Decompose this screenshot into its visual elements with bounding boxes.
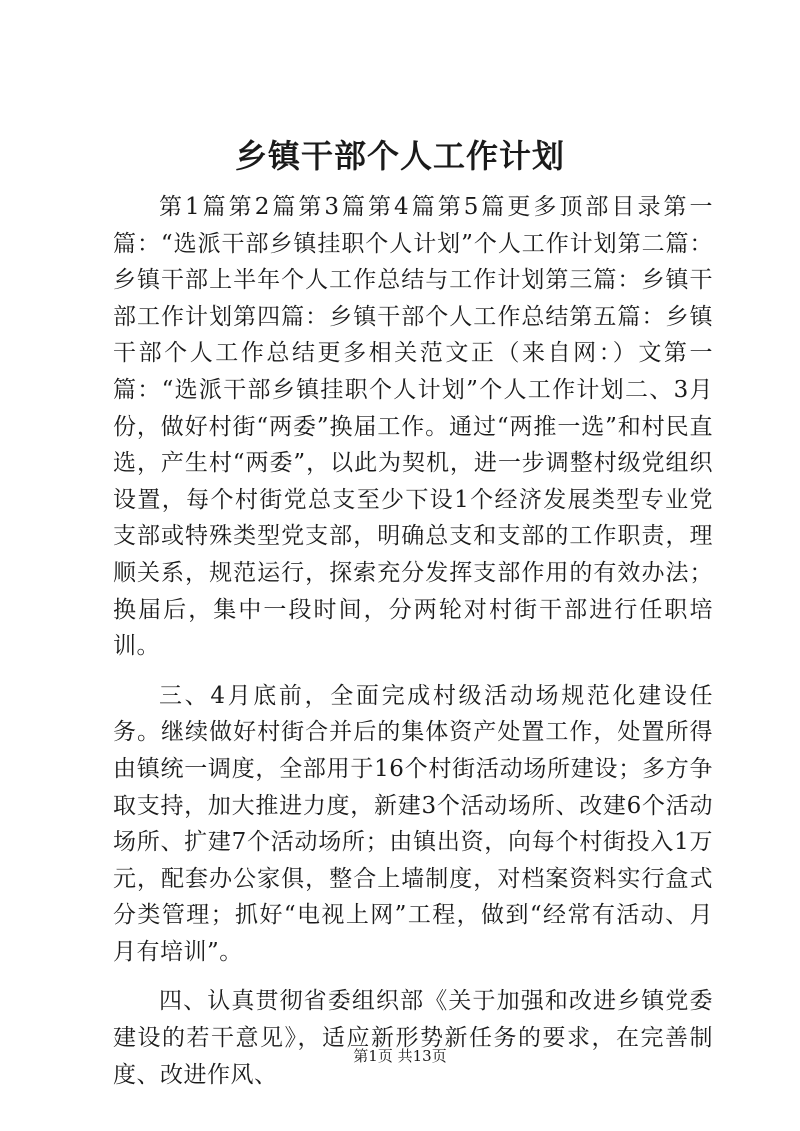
document-title: 乡镇干部个人工作计划 <box>234 137 565 175</box>
paragraph-1: 第1篇第2篇第3篇第4篇第5篇更多顶部目录第一篇：“选派干部乡镇挂职个人计划”个人工作计划第二篇：乡镇干部上半年个人工作总结与工作计划第三篇：乡镇干部工作计划第四篇：乡镇干部个人工作总结第五篇：乡镇干部个人工作总结更多相关范文正（来自网：）文第一篇：“选派干部乡镇挂职个人计划”个人工作计划二、3月份，做好村街“两委”换届工作。通过“两推一选”和村民直选，产生村“两委”，以此为契机，进一步调整村级党组织设置，每个村街党总支至少下设1个经济发展类型专业党支部或特殊类型党支部，明确总支和支部的工作职责，理顺关系，规范运行，探索充分发挥支部作用的有效办法；换届后，集中一段时间，分两轮对村街干部进行任职培训。 <box>113 194 713 660</box>
paragraph-2: 三、4月底前，全面完成村级活动场规范化建设任务。继续做好村街合并后的集体资产处置工作，处置所得由镇统一调度，全部用于16个村街活动场所建设；多方争取支持，加大推进力度，新建3个活动场所、改建6个活动场所、扩建7个活动场所；由镇出资，向每个村街投入1万元，配套办公家俱，整合上墙制度，对档案资料实行盒式分类管理；抓好“电视上网”工程，做到“经常有活动、月月有培训”。 <box>113 682 713 965</box>
document-body <box>113 189 713 1093</box>
page-footer: 第1页 共13页 <box>353 1047 447 1065</box>
paragraph-3: 四、认真贯彻省委组织部《关于加强和改进乡镇党委建设的若干意见》，适应新形势新任务的要求，在完善制度、改进作风、 <box>113 988 713 1088</box>
